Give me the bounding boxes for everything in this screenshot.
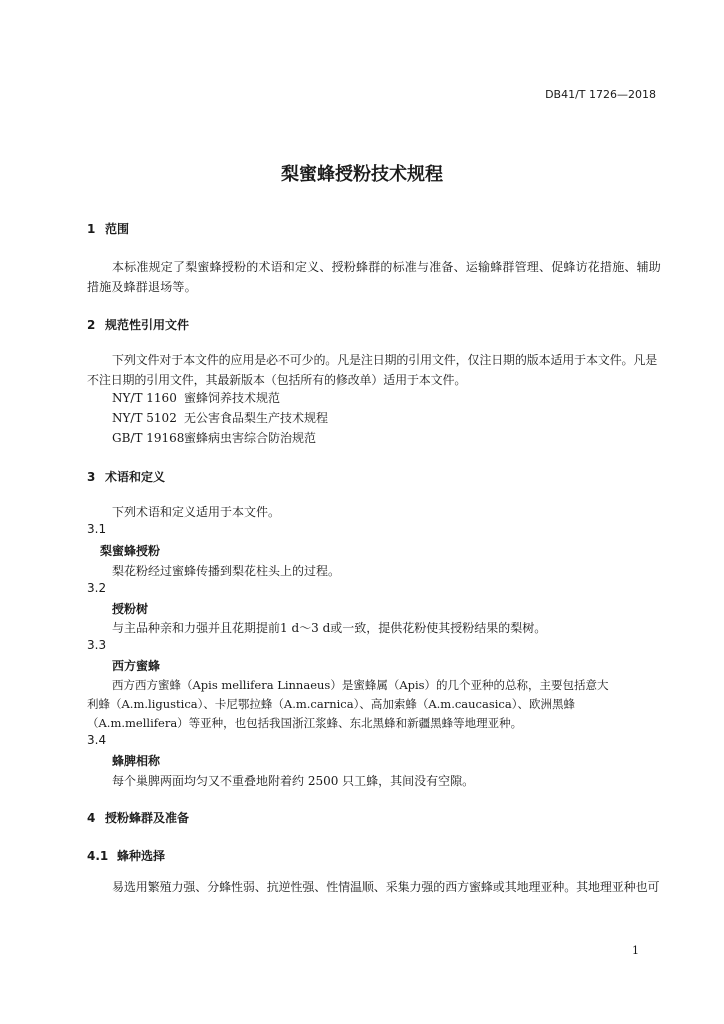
section-title: 授粉蜂群及准备 xyxy=(105,811,190,825)
section-1-heading xyxy=(87,220,129,237)
term-definition-line: 西方西方蜜蜂（Apis mellifera Linnaeus）是蜜蜂属（Apis）的几个亚种的总称，主要包括意大 xyxy=(112,678,609,692)
document-title: 梨蜜蜂授粉技术规程 xyxy=(281,164,443,185)
section-3-heading xyxy=(87,468,165,485)
reference-code: NY/T 1160 xyxy=(112,391,177,405)
term-definition-line: （A.m.mellifera）等亚种，也包括我国浙江浆蜂、东北黑蜂和新疆黑蜂等地理亚种。 xyxy=(87,716,523,730)
section-number: 4 xyxy=(87,811,96,825)
section-title: 术语和定义 xyxy=(105,470,166,484)
reference-code: NY/T 5102 xyxy=(112,411,177,425)
section-2-paragraph: 下列文件对于本文件的应用是必不可少的。凡是注日期的引用文件，仅注日期的版本适用于本文件。凡是不注日期的引用文件，其最新版本（包括所有的修改单）适用于本文件。 xyxy=(87,353,658,387)
term-name: 西方蜜蜂 xyxy=(112,659,161,673)
clause-number: 3.3 xyxy=(87,638,107,652)
clause-number: 3.1 xyxy=(87,522,107,536)
reference-item xyxy=(112,409,328,426)
clause-number: 3.2 xyxy=(87,581,107,595)
term-definition: 与主品种亲和力强并且花期提前1 d～3 d或一致，提供花粉使其授粉结果的梨树。 xyxy=(112,621,547,635)
section-number: 3 xyxy=(87,470,96,484)
section-3-intro: 下列术语和定义适用于本文件。 xyxy=(112,505,281,519)
reference-name: 蜜蜂病虫害综合防治规范 xyxy=(184,431,317,445)
reference-name: 蜜蜂饲养技术规范 xyxy=(184,391,281,405)
page-number: 1 xyxy=(632,944,639,957)
section-2-heading xyxy=(87,316,189,333)
reference-name: 无公害食品梨生产技术规程 xyxy=(184,411,329,425)
section-1-paragraph: 本标准规定了梨蜜蜂授粉的术语和定义、授粉蜂群的标准与准备、运输蜂群管理、促蜂访花措施、辅助措施及蜂群退场等。 xyxy=(87,260,662,294)
term-definition: 每个巢脾两面均匀又不重叠地附着约 2500 只工蜂，其间没有空隙。 xyxy=(112,774,475,788)
term-definition-line: 利蜂（A.m.ligustica）、卡尼鄂拉蜂（A.m.carnica）、高加索蜂（A.m.caucasica）、欧洲黑蜂 xyxy=(87,697,575,711)
clause-number: 3.4 xyxy=(87,733,107,747)
reference-code: GB/T 19168 xyxy=(112,431,185,445)
term-name: 授粉树 xyxy=(112,602,149,616)
subsection-number: 4.1 xyxy=(87,849,109,863)
section-title: 规范性引用文件 xyxy=(105,318,190,332)
section-title: 范围 xyxy=(105,222,130,236)
section-4-heading xyxy=(87,809,189,826)
subsection-4-1-paragraph: 易选用繁殖力强、分蜂性弱、抗逆性强、性情温顺、采集力强的西方蜜蜂或其地理亚种。其地理亚种也可 xyxy=(112,880,660,894)
reference-item xyxy=(112,429,316,446)
term-name: 蜂脾相称 xyxy=(112,754,161,768)
section-number: 2 xyxy=(87,318,96,332)
document-code: DB41/T 1726—2018 xyxy=(545,88,656,101)
term-name: 梨蜜蜂授粉 xyxy=(100,544,161,558)
subsection-title: 蜂种选择 xyxy=(117,849,166,863)
term-definition: 梨花粉经过蜜蜂传播到梨花柱头上的过程。 xyxy=(112,564,341,578)
reference-item xyxy=(112,389,280,406)
section-number: 1 xyxy=(87,222,96,236)
subsection-4-1-heading xyxy=(87,847,165,864)
